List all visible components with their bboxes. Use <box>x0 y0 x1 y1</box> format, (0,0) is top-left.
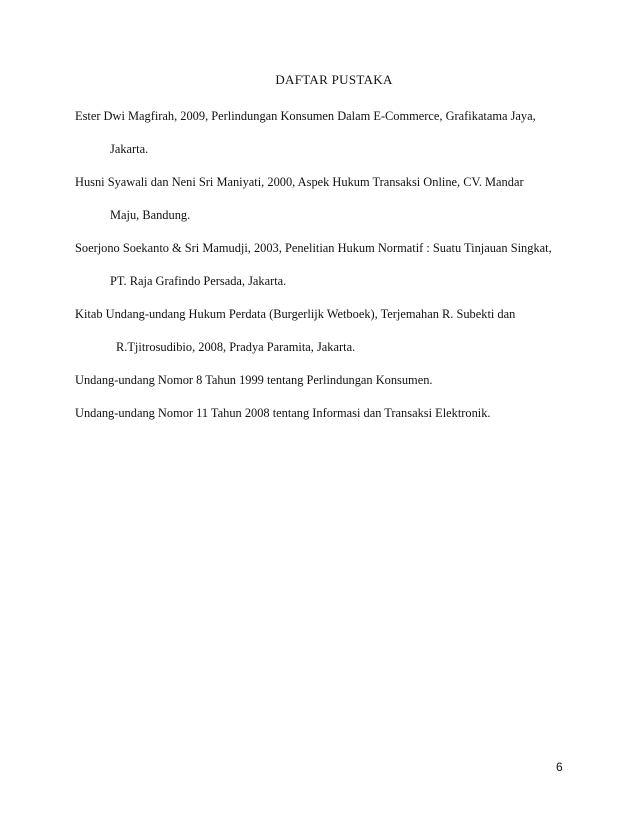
reference-1-line-2: Jakarta. <box>110 142 149 156</box>
reference-2-line-2: Maju, Bandung. <box>110 208 191 222</box>
reference-2-line-1: Husni Syawali dan Neni Sri Maniyati, 2000, Aspek Hukum Transaksi Online, CV. Mandar <box>75 175 524 189</box>
reference-3-line-2: PT. Raja Grafindo Persada, Jakarta. <box>110 274 287 288</box>
reference-4-line-1: Kitab Undang-undang Hukum Perdata (Burgerlijk Wetboek), Terjemahan R. Subekti dan <box>75 307 516 321</box>
reference-4-line-2: R.Tjitrosudibio, 2008, Pradya Paramita, Jakarta. <box>116 340 356 354</box>
page-title: DAFTAR PUSTAKA <box>275 72 393 87</box>
reference-1-line-1: Ester Dwi Magfirah, 2009, Perlindungan Konsumen Dalam E-Commerce, Grafikatama Jaya, <box>75 109 536 123</box>
page-number: 6 <box>556 760 563 774</box>
reference-6-line-1: Undang-undang Nomor 11 Tahun 2008 tentang Informasi dan Transaksi Elektronik. <box>75 406 491 420</box>
reference-list <box>75 107 575 437</box>
reference-3-line-1: Soerjono Soekanto & Sri Mamudji, 2003, Penelitian Hukum Normatif : Suatu Tinjauan Singkat, <box>75 241 552 255</box>
reference-5-line-1: Undang-undang Nomor 8 Tahun 1999 tentang Perlindungan Konsumen. <box>75 373 433 387</box>
